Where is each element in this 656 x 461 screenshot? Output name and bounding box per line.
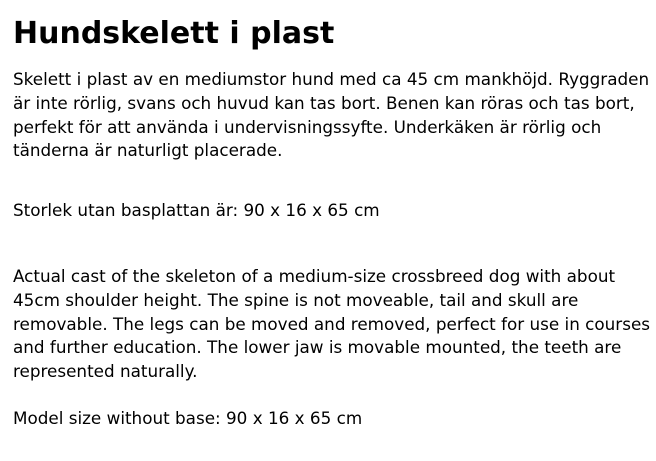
page-title: Hundskelett i plast — [13, 16, 335, 51]
english-description: Actual cast of the skeleton of a medium-size crossbreed dog with about 45cm shoulder height. The spine is not moveable, tail and skull are removable. The legs can be moved and removed, perfect for use in courses and further education. The lower jaw is movable mounted, the teeth are represented naturally. — [13, 266, 651, 382]
english-size: Model size without base: 90 x 16 x 65 cm — [13, 408, 363, 428]
swedish-description: Skelett i plast av en mediumstor hund med ca 45 cm mankhöjd. Ryggraden är inte rörlig, svans och huvud kan tas bort. Benen kan röras och tas bort, perfekt för att använda i undervisningssyfte. Underkäken är rörlig och tänderna är naturligt placerade. — [13, 69, 650, 161]
swedish-size: Storlek utan basplattan är: 90 x 16 x 65 cm — [13, 200, 380, 220]
